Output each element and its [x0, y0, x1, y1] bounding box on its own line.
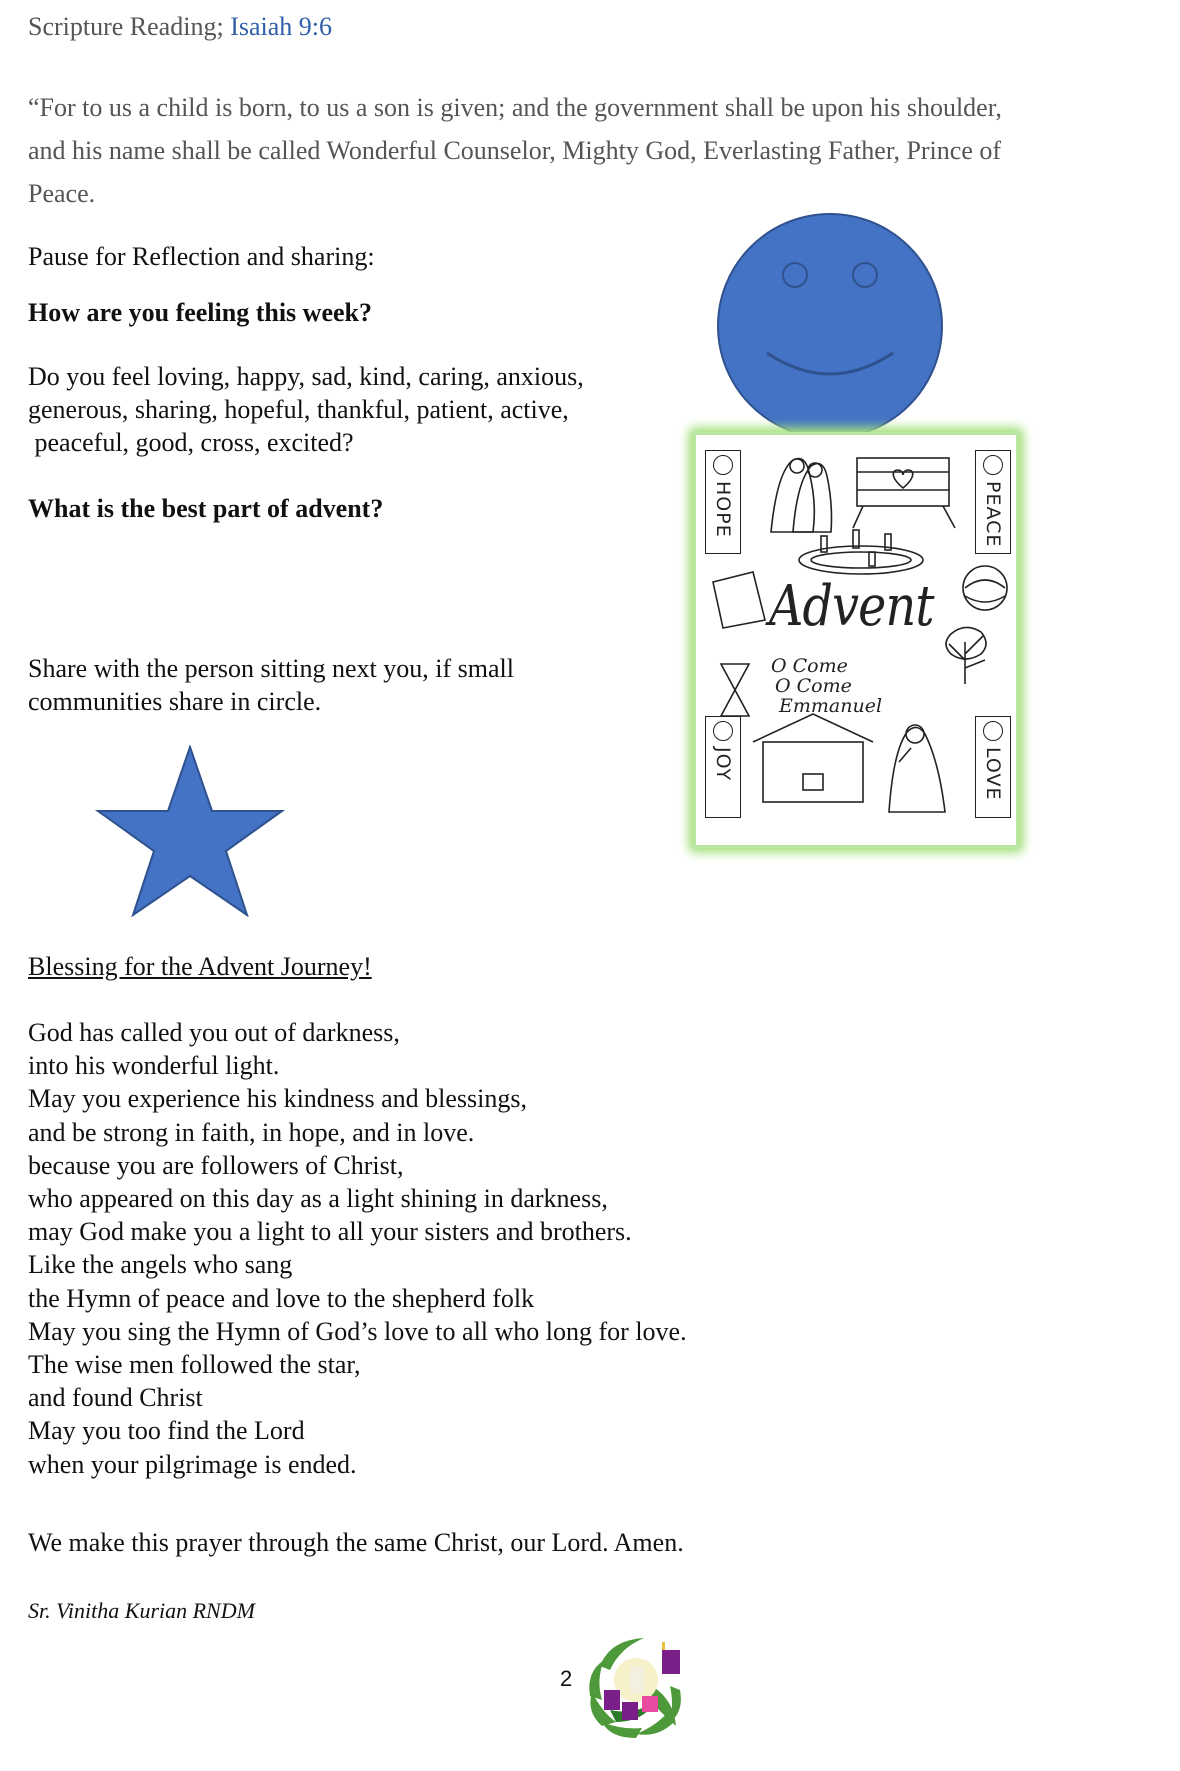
blessing-line: when your pilgrimage is ended. — [28, 1449, 357, 1479]
star-icon — [94, 745, 286, 917]
advent-line-art — [693, 432, 1019, 848]
blessing-line: May you experience his kindness and blessings, — [28, 1084, 527, 1114]
pillar-peace: PEACE — [975, 450, 1011, 554]
advent-poster — [693, 432, 1019, 848]
blessing-line: May you too find the Lord — [28, 1416, 305, 1446]
smiley-face-icon — [715, 211, 945, 441]
blessing-line: The wise men followed the star, — [28, 1350, 361, 1380]
quote-line: and his name shall be called Wonderful Counselor, Mighty God, Everlasting Father, Prince of — [28, 136, 1002, 165]
share-paragraph — [28, 652, 514, 718]
author-signature: Sr. Vinitha Kurian RNDM — [28, 1598, 255, 1623]
scripture-label: Scripture Reading; — [28, 12, 224, 41]
scripture-heading — [28, 10, 332, 43]
feelings-paragraph — [28, 360, 584, 459]
question-advent: What is the best part of advent? — [28, 494, 384, 523]
reflection-heading: Pause for Reflection and sharing: — [28, 242, 375, 271]
quote-line: Peace. — [28, 179, 96, 208]
pillar-love: LOVE — [975, 716, 1011, 818]
blessing-line: into his wonderful light. — [28, 1051, 280, 1081]
share-line: communities share in circle. — [28, 687, 322, 716]
share-line: Share with the person sitting next you, if small — [28, 654, 514, 683]
advent-wreath-icon — [580, 1626, 692, 1742]
blessing-line: God has called you out of darkness, — [28, 1018, 400, 1047]
poster-title: Advent — [769, 574, 934, 639]
blessing-line: the Hymn of peace and love to the shepherd folk — [28, 1283, 535, 1313]
blessing-line: because you are followers of Christ, — [28, 1150, 404, 1180]
feelings-line: peaceful, good, cross, excited? — [28, 428, 354, 457]
blessing-line: Like the angels who sang — [28, 1250, 293, 1280]
blessing-line: may God make you a light to all your sisters and brothers. — [28, 1217, 632, 1247]
blessing-line: May you sing the Hymn of God’s love to all who long for love. — [28, 1316, 687, 1346]
question-feeling: How are you feeling this week? — [28, 298, 372, 327]
blessing-line: who appeared on this day as a light shining in darkness, — [28, 1184, 608, 1214]
scripture-quote — [28, 86, 1002, 215]
page-number: 2 — [560, 1666, 573, 1691]
quote-line: “For to us a child is born, to us a son is given; and the government shall be upon his shoulder, — [28, 93, 1002, 122]
scripture-reference-link[interactable]: Isaiah 9:6 — [230, 12, 332, 41]
closing-prayer: We make this prayer through the same Christ, our Lord. Amen. — [28, 1528, 684, 1557]
pillar-hope: HOPE — [705, 450, 741, 554]
blessing-line: and found Christ — [28, 1383, 203, 1413]
feelings-line: Do you feel loving, happy, sad, kind, caring, anxious, — [28, 362, 584, 391]
blessing-text — [28, 1016, 687, 1481]
blessing-line: and be strong in faith, in hope, and in love. — [28, 1117, 475, 1147]
blessing-title: Blessing for the Advent Journey! — [28, 952, 372, 981]
feelings-line: generous, sharing, hopeful, thankful, patient, active, — [28, 395, 569, 424]
poster-subtitle: O Come O Come Emmanuel — [771, 655, 883, 717]
pillar-joy: JOY — [705, 716, 741, 818]
